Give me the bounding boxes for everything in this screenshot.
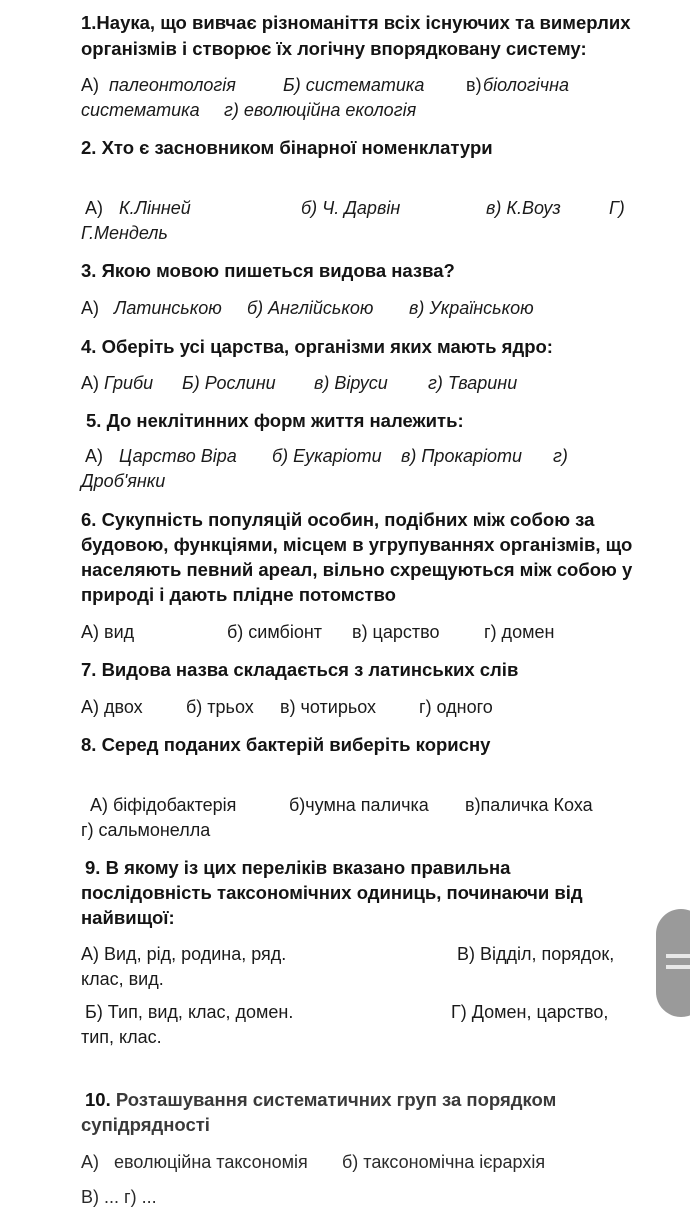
question-10-options [81, 1150, 681, 1175]
option-c: В) Відділ, порядок, [457, 944, 615, 964]
question-6-heading-line-3: населяють певний ареал, вільно схрещуються між собою у [81, 559, 633, 580]
option-b: Б) Рослини [182, 373, 276, 393]
question-8-option-d: г) сальмонелла [81, 820, 211, 840]
question-10-number: 10. [85, 1089, 111, 1110]
option-label: А) [85, 198, 103, 218]
option-c-cont: систематика [81, 100, 200, 120]
option-b: Б) систематика [283, 75, 425, 95]
option-c: в) Українською [409, 298, 534, 318]
option-d: г) домен [484, 622, 555, 642]
question-9-option-c-cont: клас, вид. [81, 969, 164, 989]
option-a: палеонтологія [109, 75, 236, 95]
question-1-heading-line-1: 1.Наука, що вивчає різноманіття всіх існуючих та вимерлих [81, 12, 631, 33]
option-b: б) трьох [186, 697, 254, 717]
question-10-heading-text: Розташування систематичних груп за порядком [110, 1089, 557, 1110]
option-b: б) таксономічна ієрархія [342, 1152, 546, 1172]
drag-handle-icon [666, 965, 690, 969]
question-7-heading: 7. Видова назва складається з латинських слів [81, 659, 519, 680]
option-c: в) чотирьох [280, 697, 377, 717]
question-9-option-d-cont: тип, клас. [81, 1027, 162, 1047]
option-d: г) еволюційна екологія [224, 100, 417, 120]
option-label: А) [81, 373, 99, 393]
option-c: в) К.Воуз [486, 198, 561, 218]
question-8-heading: 8. Серед поданих бактерій виберіть корисну [81, 734, 491, 755]
option-a: Царство Віра [119, 446, 237, 466]
option-a: еволюційна таксономія [114, 1152, 308, 1172]
option-c: біологічна [483, 75, 570, 95]
question-6-heading-line-2: будовою, функціями, місцем в угрупуваннях організмів, що [81, 534, 633, 555]
question-3-options [81, 296, 681, 321]
question-9-heading-line-3: найвищої: [81, 907, 175, 928]
question-1-options-line-2 [81, 98, 681, 123]
question-6-heading-line-4: природі і дають плідне потомство [81, 584, 396, 605]
question-9-options-row-1 [81, 942, 681, 967]
option-label: А) [81, 75, 99, 95]
question-9-heading-line-1: 9. В якому із цих переліків вказано правильна [85, 857, 511, 878]
question-8-options [81, 793, 681, 818]
option-c: в) Віруси [314, 373, 388, 393]
option-d: г) одного [419, 697, 493, 717]
option-d-label: Г) [609, 198, 625, 218]
option-a: А) Вид, рід, родина, ряд. [81, 944, 287, 964]
option-a: А) вид [81, 622, 135, 642]
question-5-option-d: Дроб'янки [81, 471, 166, 491]
option-a: Латинською [114, 298, 222, 318]
option-a: А) біфідобактерія [90, 795, 237, 815]
option-b: б) Англійською [247, 298, 374, 318]
option-d: Г) Домен, царство, [451, 1002, 609, 1022]
question-4-options [81, 371, 681, 396]
option-d: г) Тварини [428, 373, 518, 393]
question-5-heading: 5. До неклітинних форм життя належить: [86, 410, 464, 431]
option-a: К.Лінней [119, 198, 191, 218]
question-1-options [81, 73, 681, 98]
question-2-options [81, 196, 681, 221]
question-1-heading-line-2: організмів і створює їх логічну впорядковану систему: [81, 38, 587, 59]
option-a: А) двох [81, 697, 143, 717]
option-b: б) Ч. Дарвін [301, 198, 401, 218]
question-6-heading-line-1: 6. Сукупність популяцій особин, подібних між собою за [81, 509, 595, 530]
option-c: в) царство [352, 622, 440, 642]
option-d-label: г) [553, 446, 568, 466]
question-9-heading-line-2: послідовність таксономічних одиниць, починаючи від [81, 882, 583, 903]
question-6-options [81, 620, 681, 645]
drag-handle-icon [666, 954, 690, 958]
option-b: Б) Тип, вид, клас, домен. [85, 1002, 294, 1022]
option-a: Гриби [104, 373, 154, 393]
option-label: А) [81, 1152, 99, 1172]
option-b: б) Еукаріоти [272, 446, 382, 466]
option-label: А) [85, 446, 103, 466]
question-10-heading-line-1 [85, 1087, 556, 1112]
question-3-heading: 3. Якою мовою пишеться видова назва? [81, 260, 455, 281]
question-9-options-row-2 [81, 1000, 681, 1025]
option-label: А) [81, 298, 99, 318]
question-10-heading-line-2: супідрядності [81, 1114, 210, 1135]
question-2-option-d: Г.Мендель [81, 223, 168, 243]
question-7-options [81, 695, 681, 720]
question-4-heading: 4. Оберіть усі царства, організми яких мають ядро: [81, 336, 553, 357]
option-c: в)паличка Коха [465, 795, 593, 815]
question-2-heading: 2. Хто є засновником бінарної номенклатури [81, 137, 493, 158]
scroll-drag-handle[interactable] [656, 909, 690, 1017]
question-5-options [81, 444, 681, 469]
option-c: в) Прокаріоти [401, 446, 522, 466]
question-10-options-cut-line: В) ... г) ... [81, 1187, 157, 1207]
option-b: б) симбіонт [227, 622, 323, 642]
option-label: в) [466, 75, 482, 95]
option-b: б)чумна паличка [289, 795, 429, 815]
